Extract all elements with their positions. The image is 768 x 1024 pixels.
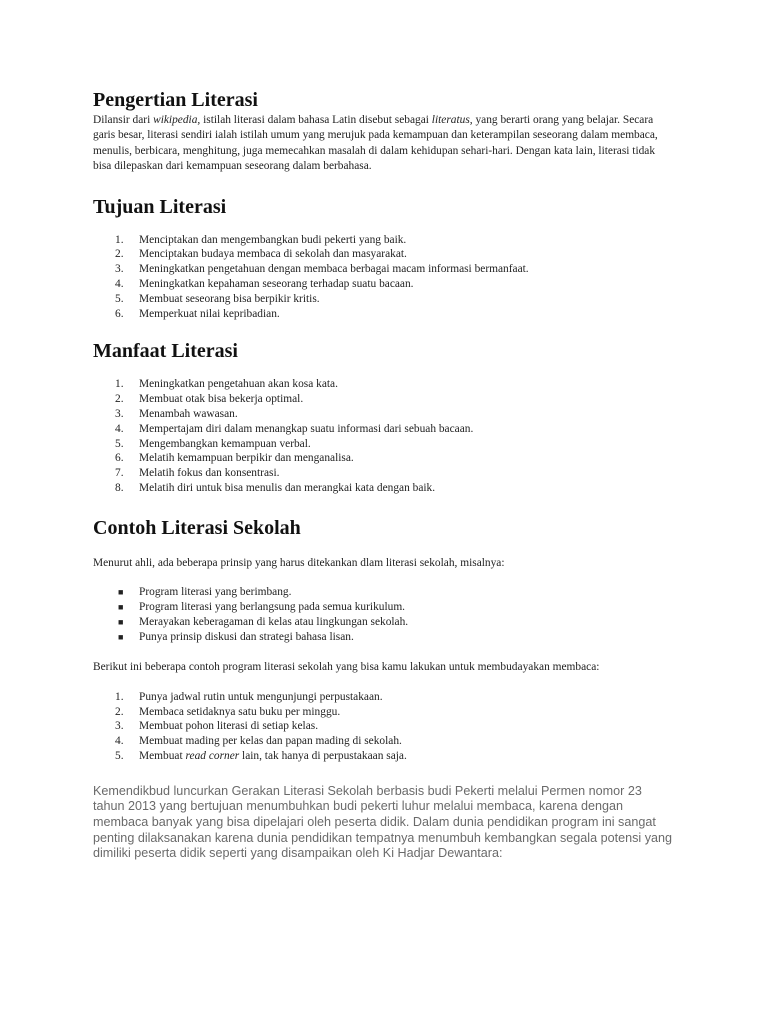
list-item-text: Merayakan keberagaman di kelas atau lingkungan sekolah. — [139, 615, 409, 628]
list-item-text: Melatih diri untuk bisa menulis dan merangkai kata dengan baik. — [139, 481, 436, 494]
list-item-text: Meningkatkan kepahaman seseorang terhadap suatu bacaan. — [139, 278, 414, 291]
bullet-marker: ■ — [118, 587, 124, 598]
list-number: 2. — [115, 393, 124, 406]
list-number: 1. — [115, 378, 124, 391]
list-number: 6. — [115, 307, 124, 320]
text-run: yang berarti orang yang belajar. Secara garis besar, literasi sendiri ialah istilah umum yang merujuk pada kemampuan dan keterampilan seseorang dalam membaca, menulis, berbicara, menghitung, juga memecahkan masalah di dalam kehidupan sehari-hari. Dengan kata lain, literasi tidak bisa dilepaskan dari kemampuan seseorang dalam berbahasa. — [93, 114, 658, 173]
heading-tujuan: Tujuan Literasi — [93, 195, 227, 218]
list-number: 3. — [115, 263, 124, 276]
list-item-text: Meningkatkan pengetahuan dengan membaca berbagai macam informasi bermanfaat. — [139, 263, 529, 276]
list-item — [93, 481, 673, 496]
contoh-program-list — [93, 690, 673, 764]
list-item — [93, 734, 673, 749]
bullet-marker: ■ — [118, 601, 124, 612]
list-item-text: Membuat — [139, 749, 186, 762]
list-item — [93, 392, 673, 407]
list-item — [93, 705, 673, 720]
list-item-text: Meningkatkan pengetahuan akan kosa kata. — [139, 378, 338, 391]
list-item-text: Punya prinsip diskusi dan strategi bahasa lisan. — [139, 630, 354, 643]
list-item — [93, 292, 673, 307]
list-number: 4. — [115, 278, 124, 291]
emphasis-read-corner: read corner — [185, 749, 240, 762]
heading-contoh: Contoh Literasi Sekolah — [93, 516, 301, 539]
heading-manfaat: Manfaat Literasi — [93, 340, 238, 363]
list-item — [93, 600, 673, 615]
list-number: 6. — [115, 452, 124, 465]
list-number: 3. — [115, 720, 124, 733]
contoh-bullet-list — [93, 585, 673, 644]
emphasis-literatus: literatus, — [431, 114, 473, 126]
emphasis-wikipedia: wikipedia, — [153, 114, 201, 126]
manfaat-list — [93, 377, 673, 495]
list-item-text: Mempertajam diri dalam menangkap suatu informasi dari sebuah bacaan. — [139, 422, 474, 435]
list-item — [93, 307, 673, 322]
list-item — [93, 466, 673, 481]
list-item-text: Punya jadwal rutin untuk mengunjungi perpustakaan. — [139, 690, 383, 703]
list-number: 7. — [115, 467, 124, 480]
list-item — [93, 407, 673, 422]
list-item-text: Membuat pohon literasi di setiap kelas. — [139, 720, 319, 733]
list-number: 4. — [115, 422, 124, 435]
list-item-text: Membuat mading per kelas dan papan mading di sekolah. — [139, 735, 402, 748]
list-item-text: Membuat otak bisa bekerja optimal. — [139, 393, 304, 406]
list-item-text: Mengembangkan kemampuan verbal. — [139, 437, 311, 450]
list-item — [93, 233, 673, 248]
list-item-text: Melatih kemampuan berpikir dan menganalisa. — [139, 452, 354, 465]
list-item — [93, 615, 673, 630]
paragraph-pengertian — [93, 113, 673, 175]
list-number: 4. — [115, 735, 124, 748]
contoh-intro-2: Berikut ini beberapa contoh program literasi sekolah yang bisa kamu lakukan untuk membudayakan membaca: — [93, 661, 600, 674]
list-item — [93, 422, 673, 437]
list-item-text: Membaca setidaknya satu buku per minggu. — [139, 705, 341, 718]
bullet-marker: ■ — [118, 616, 124, 627]
list-item — [93, 277, 673, 292]
list-item-text: Menambah wawasan. — [139, 408, 238, 420]
list-number: 1. — [115, 690, 124, 703]
list-number: 1. — [115, 233, 124, 246]
list-item — [93, 630, 673, 645]
list-item — [93, 719, 673, 734]
list-item — [93, 437, 673, 452]
closing-paragraph: Kemendikbud luncurkan Gerakan Literasi Sekolah berbasis budi Pekerti melalui Permen nomor 23 tahun 2013 yang bertujuan menumbuhkan budi pekerti luhur melalui membaca, karena dengan membaca banyak yang bisa dipelajari oleh peserta didik. Dalam dunia pendidikan program ini sangat penting dilaksanakan karena dunia pendidikan tempatnya menumbuh kembangkan segala potensi yang dimiliki peserta didik seperti yang disampaikan oleh Ki Hadjar Dewantara: — [93, 783, 673, 861]
text-run: Dilansir dari — [93, 114, 154, 126]
list-item — [93, 247, 673, 262]
list-number: 2. — [115, 705, 124, 718]
list-number: 5. — [115, 292, 124, 305]
list-item-text: Menciptakan budaya membaca di sekolah dan masyarakat. — [139, 248, 407, 261]
list-item-text: Program literasi yang berimbang. — [139, 586, 292, 599]
list-item-text: Membuat seseorang bisa berpikir kritis. — [139, 292, 320, 305]
document-body — [93, 88, 673, 862]
list-item — [93, 451, 673, 466]
list-item — [93, 262, 673, 277]
list-number: 5. — [115, 749, 124, 762]
list-number: 2. — [115, 248, 124, 261]
tujuan-list — [93, 233, 673, 322]
heading-pengertian: Pengertian Literasi — [93, 89, 258, 111]
text-run: istilah literasi dalam bahasa Latin disebut sebagai — [200, 114, 432, 126]
list-item — [93, 749, 673, 764]
bullet-marker: ■ — [118, 631, 124, 642]
list-item-text: Memperkuat nilai kepribadian. — [139, 307, 280, 320]
list-number: 5. — [115, 437, 124, 450]
list-item-text: Menciptakan dan mengembangkan budi pekerti yang baik. — [139, 233, 407, 246]
list-item-text: Melatih fokus dan konsentrasi. — [139, 467, 280, 480]
list-number: 8. — [115, 481, 124, 494]
contoh-intro: Menurut ahli, ada beberapa prinsip yang harus ditekankan dlam literasi sekolah, misalnya: — [93, 556, 505, 569]
list-item — [93, 690, 673, 705]
list-number: 3. — [115, 408, 124, 420]
list-item-text: Program literasi yang berlangsung pada semua kurikulum. — [139, 600, 406, 613]
list-item-text: lain, tak hanya di perpustakaan saja. — [239, 749, 407, 762]
list-item — [93, 585, 673, 600]
list-item — [93, 377, 673, 392]
